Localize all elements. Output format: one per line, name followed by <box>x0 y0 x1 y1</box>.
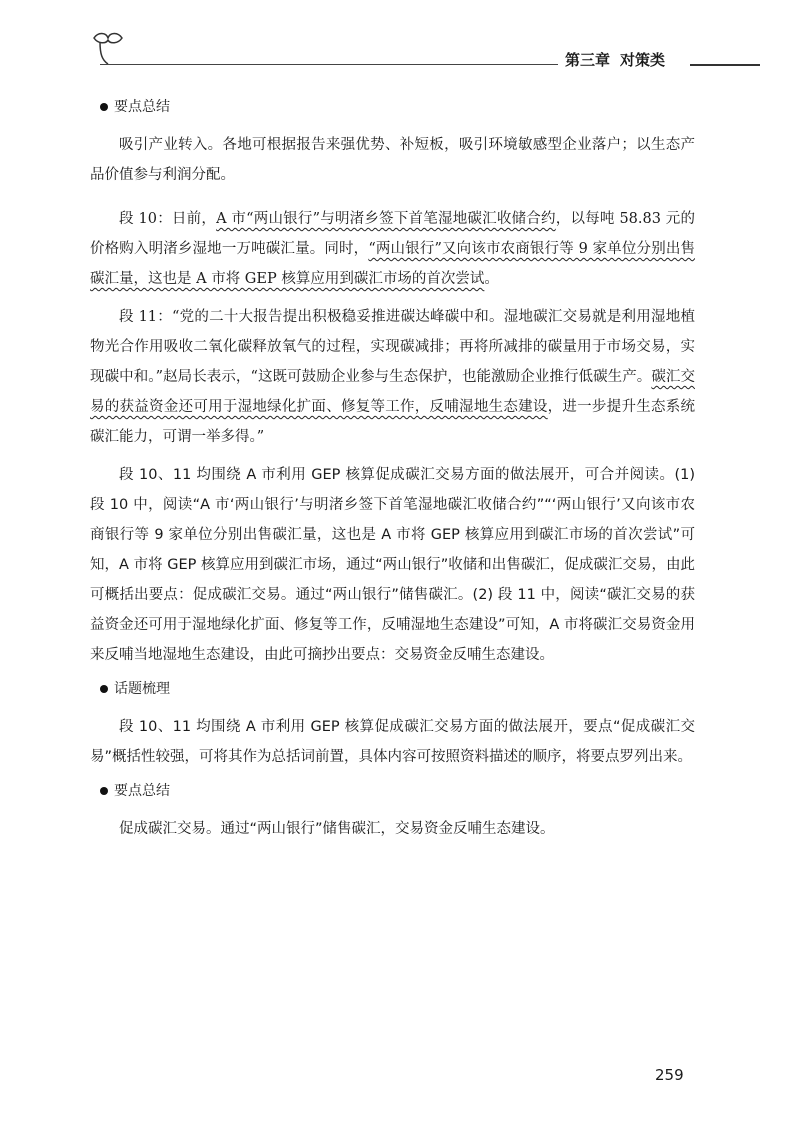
page-header <box>0 0 800 80</box>
para10-text: ，以每吨 58.83 元的价格购入明渚乡湿地一万吨碳汇量。同时， <box>90 211 696 257</box>
source-paragraph-11 <box>90 302 695 452</box>
section-heading-topic <box>100 678 695 700</box>
section-heading-text: 要点总结 <box>114 783 170 799</box>
topic-paragraph: 段 10、11 均围绕 A 市利用 GEP 核算促成碳汇交易方面的做法展开，要点“促成碳汇交易”概括性较强，可将其作为总括词前置，具体内容可按照资料描述的顺序，将要点罗列出来。 <box>90 719 695 765</box>
source-paragraph-10 <box>90 204 695 294</box>
chapter-number: 第三章 <box>565 51 611 69</box>
bullet-icon <box>100 103 108 111</box>
para10-label: 段 10：日前， <box>119 211 217 227</box>
para10-highlight-2: “两山银行”又向该市农商银行等 9 家单位分别出售碳汇量，这也是 A 市将 GEP 核算应用到碳汇市场的首次尝试 <box>90 241 695 287</box>
summary-paragraph-2: 促成碳汇交易。通过“两山银行”储售碳汇，交易资金反哺生态建设。 <box>119 821 555 837</box>
para11-end: ，进一步提升生态系统碳汇能力，可谓一举多得。” <box>90 399 696 445</box>
para10-end: 。 <box>484 271 499 287</box>
bullet-icon <box>100 787 108 795</box>
section-heading-summary-1 <box>100 96 695 118</box>
page-number: 259 <box>655 1066 684 1084</box>
chapter-label <box>565 49 665 70</box>
para10-highlight-1: A 市“两山银行”与明渚乡签下首笔湿地碳汇收储合约 <box>216 211 556 227</box>
analysis-paragraph: 段 10、11 均围绕 A 市利用 GEP 核算促成碳汇交易方面的做法展开，可合并阅读。(1) 段 10 中，阅读“A 市‘两山银行’与明渚乡签下首笔湿地碳汇收储合约”“‘两山银行’又向该市农商银行等 9 家单位分别出售碳汇量，这也是 A 市将 GEP 核算应用到碳汇市场的首次尝试”可知，A 市将 GEP 核算应用到碳汇市场，通过“两山银行”收储和出售碳汇，促成碳汇交易，由此可概括出要点：促成碳汇交易。通过“两山银行”储售碳汇。(2) 段 11 中，阅读“碳汇交易的获益资金还可用于湿地绿化扩面、修复等工作，反哺湿地生态建设”可知，A 市将碳汇交易资金用来反哺当地湿地生态建设，由此可摘抄出要点：交易资金反哺生态建设。 <box>90 467 695 663</box>
chapter-title: 对策类 <box>620 51 666 69</box>
leaf-logo-icon <box>88 28 128 68</box>
para11-text: 段 11：“党的二十大报告提出积极稳妥推进碳达峰碳中和。湿地碳汇交易就是利用湿地植物光合作用吸收二氧化碳释放氧气的过程，实现碳减排；再将所减排的碳量用于市场交易，实现碳中和。”赵局长表示，“这既可鼓励企业参与生态保护，也能激励企业推行低碳生产。 <box>90 309 695 385</box>
section-heading-text: 要点总结 <box>114 99 170 115</box>
summary-paragraph-1: 吸引产业转入。各地可根据报告来强优势、补短板，吸引环境敏感型企业落户；以生态产品价值参与利润分配。 <box>90 137 695 183</box>
section-heading-summary-2 <box>100 780 695 802</box>
header-rule-left <box>100 64 558 65</box>
para11-highlight: 碳汇交易的获益资金还可用于湿地绿化扩面、修复等工作，反哺湿地生态建设 <box>90 369 695 415</box>
bullet-icon <box>100 685 108 693</box>
section-heading-text: 话题梳理 <box>114 681 170 697</box>
page-body <box>90 96 695 844</box>
header-rule-right <box>690 64 760 66</box>
